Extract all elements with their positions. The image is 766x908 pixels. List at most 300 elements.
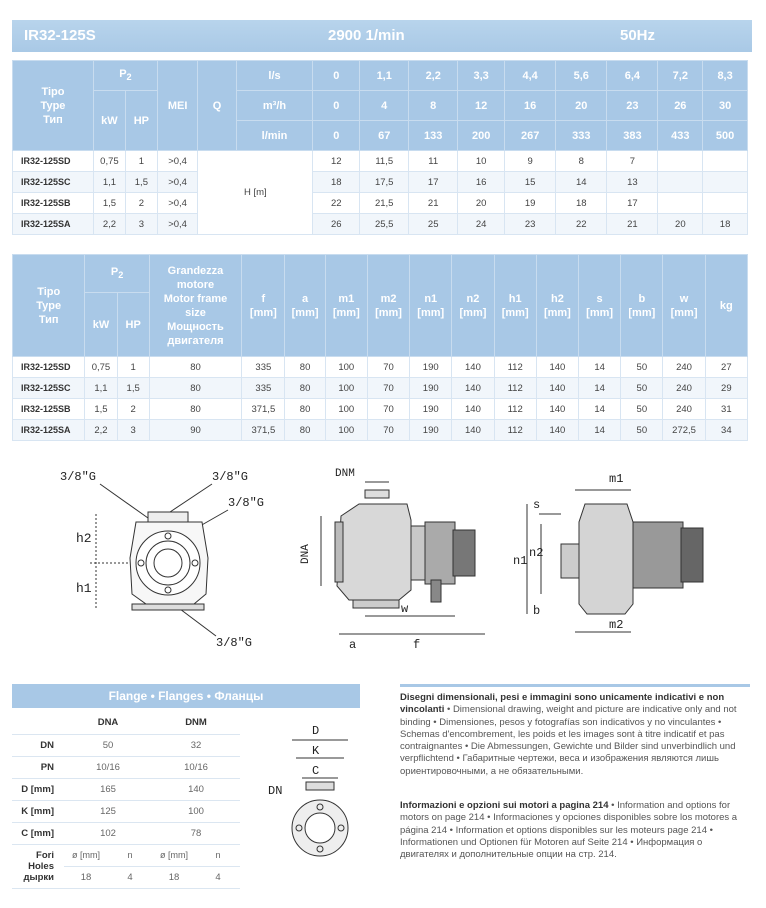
flow-cell: 267 (505, 121, 556, 151)
holes-label-line: дырки (23, 871, 54, 883)
flange-drawing (262, 716, 380, 866)
dna-cell: 165 (64, 778, 152, 800)
dim-cell: 335 (242, 378, 285, 399)
dim-cell: 272,5 (663, 420, 705, 441)
motor-info-text: • Information and options for motors on page 214 • Informaciones y opciones disponibles sobre los motores a página 214 • Information et options disponibles sur les moteurs page 214 • Informationen und Optionen für Motoren auf Seite 214 • Информация о двигателях и дополнительные опции на стр. 214. (400, 800, 738, 861)
row-label: D [mm] (12, 778, 64, 800)
dim-cell: 80 (285, 378, 325, 399)
flow-cell: 0 (313, 61, 360, 91)
type-label-ru: Тип (38, 313, 59, 326)
holes-label-line: Holes (28, 860, 54, 872)
front-view-drawing (40, 458, 270, 658)
front-label-g2: 3/8"G (212, 470, 249, 484)
type-label-en: Type (40, 99, 66, 112)
head-cell: 9 (505, 151, 556, 172)
head-cell: 13 (607, 172, 658, 193)
row-label: K [mm] (12, 800, 64, 822)
motor-side-body (633, 522, 683, 588)
flow-cell: 12 (458, 91, 505, 121)
dim-cell: 70 (367, 378, 409, 399)
head-cell (703, 172, 748, 193)
table-row (12, 844, 240, 866)
flow-unit-header: m³/h (236, 91, 313, 121)
hp-cell: 1,5 (125, 172, 157, 193)
dnm-cell: 140 (152, 778, 240, 800)
flange-bore-circle (305, 813, 335, 843)
head-cell: 20 (658, 214, 703, 235)
model-cell: IR32-125SC (13, 378, 85, 399)
dim-cell: 14 (579, 420, 621, 441)
flow-cell: 200 (458, 121, 505, 151)
dim-cell: 140 (536, 357, 578, 378)
dim-name: n1 (424, 292, 438, 305)
front-label-g3: 3/8"G (228, 496, 265, 510)
dim-cell: 112 (494, 357, 536, 378)
dim-unit: [mm] (628, 306, 656, 319)
holes-dnm-dia: 18 (152, 866, 196, 888)
row-label: C [mm] (12, 822, 64, 844)
head-cell: 11 (409, 151, 458, 172)
dim-cell: 190 (410, 399, 452, 420)
dim-name: b (638, 292, 646, 305)
kg-cell: 34 (705, 420, 747, 441)
dim-cell: 240 (663, 357, 705, 378)
head-label: H [m] (198, 151, 313, 235)
dim-cell: 140 (452, 357, 494, 378)
foot-label-n1: n1 (513, 554, 528, 568)
frame-header (149, 255, 242, 357)
col-dna-header: DNA (64, 712, 152, 734)
flow-cell: 8,3 (703, 61, 748, 91)
flow-cell: 333 (556, 121, 607, 151)
flow-unit-header: l/s (236, 61, 313, 91)
p2-label: P (119, 68, 127, 81)
kw-cell: 1,5 (85, 399, 117, 420)
kw-cell: 1,1 (93, 172, 125, 193)
frame-label-line: Мощность (167, 320, 224, 333)
dim-header (494, 255, 536, 357)
dim-cell: 140 (536, 378, 578, 399)
mei-cell: >0,4 (157, 193, 197, 214)
head-cell (703, 151, 748, 172)
frame-cell: 80 (149, 357, 242, 378)
motor-info-bold: Informazioni e opzioni sui motori a pagina 214 (400, 800, 609, 811)
kw-cell: 2,2 (85, 420, 117, 441)
dim-unit: [mm] (543, 306, 571, 319)
dim-cell: 70 (367, 357, 409, 378)
hp-cell: 3 (117, 420, 149, 441)
holes-n-header: n (196, 844, 240, 866)
head-cell: 24 (458, 214, 505, 235)
flow-cell: 0 (313, 121, 360, 151)
dim-name: m1 (338, 292, 355, 305)
flow-cell: 6,4 (607, 61, 658, 91)
foot-label-m2: m2 (609, 618, 624, 632)
model-cell: IR32-125SC (13, 172, 94, 193)
p2-header (85, 255, 149, 293)
type-header (13, 255, 85, 357)
table-row (12, 778, 240, 800)
flange-table (12, 712, 240, 889)
bearing-bracket (411, 526, 425, 580)
disclaimer-note (400, 692, 750, 778)
holes-label (12, 844, 64, 888)
foot-label-b: b (533, 604, 541, 618)
side-label-dna: DNA (300, 544, 312, 564)
discharge-flange (365, 490, 389, 498)
dim-header (452, 255, 494, 357)
table-row (13, 378, 748, 399)
head-cell: 15 (505, 172, 556, 193)
motor-body (453, 530, 475, 576)
row-label: DN (12, 734, 64, 756)
hp-cell: 2 (125, 193, 157, 214)
side-label-dnm: DNM (335, 468, 355, 480)
dim-cell: 100 (325, 420, 367, 441)
row-label: PN (12, 756, 64, 778)
table-row (13, 151, 748, 172)
shaft-coupling (561, 544, 579, 578)
kg-cell: 31 (705, 399, 747, 420)
flange-empty-header (12, 712, 64, 734)
mei-cell: >0,4 (157, 172, 197, 193)
flow-cell: 4,4 (505, 61, 556, 91)
dim-name: n2 (466, 292, 480, 305)
dnm-cell: 78 (152, 822, 240, 844)
dim-header (325, 255, 367, 357)
dim-unit: [mm] (670, 306, 698, 319)
flow-cell: 0 (313, 91, 360, 121)
kw-cell: 1,5 (93, 193, 125, 214)
dim-header (536, 255, 578, 357)
dim-cell: 335 (242, 357, 285, 378)
flange-label-c: C (312, 764, 320, 778)
holes-label-line: Fori (36, 849, 54, 861)
kw-header: kW (85, 293, 117, 357)
flow-cell: 5,6 (556, 61, 607, 91)
dim-unit: [mm] (501, 306, 529, 319)
dnm-cell: 100 (152, 800, 240, 822)
motor-fan-cover (425, 522, 455, 584)
type-header (13, 61, 94, 151)
dim-unit: [mm] (586, 306, 614, 319)
kg-header: kg (705, 255, 747, 357)
head-cell: 25 (409, 214, 458, 235)
motor-info-note (400, 800, 750, 861)
dim-cell: 50 (621, 420, 663, 441)
foot-view-drawing (505, 462, 720, 652)
dim-name: h2 (550, 292, 564, 305)
dim-cell: 190 (410, 420, 452, 441)
frame-cell: 90 (149, 420, 242, 441)
type-label-it: Tipo (41, 85, 65, 98)
dim-cell: 112 (494, 378, 536, 399)
head-cell: 8 (556, 151, 607, 172)
frame-label-line: motore (176, 278, 215, 291)
disclaimer-bold: Disegni dimensionali, pesi e immagini sono unicamente indicativi e non vincolanti (400, 692, 725, 716)
dim-cell: 190 (410, 378, 452, 399)
head-cell (658, 193, 703, 214)
dim-cell: 14 (579, 399, 621, 420)
head-cell: 18 (703, 214, 748, 235)
notes-divider (400, 684, 750, 687)
head-cell: 14 (556, 172, 607, 193)
dim-header (367, 255, 409, 357)
hp-cell: 1 (125, 151, 157, 172)
performance-table (12, 60, 748, 235)
mei-header: MEI (157, 61, 197, 151)
pump-foot (132, 604, 204, 610)
side-label-f: f (413, 638, 421, 652)
front-label-h2: h2 (76, 531, 92, 546)
frame-cell: 80 (149, 399, 242, 420)
dim-cell: 140 (452, 420, 494, 441)
flow-cell: 8 (409, 91, 458, 121)
kw-cell: 0,75 (85, 357, 117, 378)
dim-unit: [mm] (459, 306, 487, 319)
type-label-en: Type (36, 299, 62, 312)
leader-line (100, 484, 148, 518)
mei-cell: >0,4 (157, 214, 197, 235)
holes-dia-header: ø [mm] (64, 844, 108, 866)
dim-cell: 112 (494, 399, 536, 420)
dnm-cell: 10/16 (152, 756, 240, 778)
side-label-w: w (401, 602, 409, 616)
head-cell (703, 193, 748, 214)
model-cell: IR32-125SD (13, 151, 94, 172)
side-view-drawing (295, 462, 495, 652)
model-cell: IR32-125SB (13, 193, 94, 214)
head-cell: 26 (313, 214, 360, 235)
flow-cell: 133 (409, 121, 458, 151)
front-label-g1: 3/8"G (60, 470, 97, 484)
head-cell: 17 (607, 193, 658, 214)
dim-name: m2 (380, 292, 397, 305)
frame-label-line: двигателя (167, 334, 224, 347)
table-row (13, 193, 748, 214)
dim-cell: 14 (579, 357, 621, 378)
frame-label-line: Grandezza (167, 264, 224, 277)
side-label-a: a (349, 638, 357, 652)
holes-n-header: n (108, 844, 152, 866)
hp-cell: 1,5 (117, 378, 149, 399)
table-row (12, 734, 240, 756)
head-cell: 21,5 (360, 193, 409, 214)
dnm-cell: 32 (152, 734, 240, 756)
frame-cell: 80 (149, 378, 242, 399)
table-row (13, 399, 748, 420)
flange-table-title: Flange • Flanges • Фланцы (12, 684, 360, 708)
dim-cell: 50 (621, 357, 663, 378)
head-cell: 23 (505, 214, 556, 235)
dim-name: h1 (508, 292, 522, 305)
dim-unit: [mm] (249, 306, 277, 319)
front-label-h1: h1 (76, 581, 92, 596)
dim-header (242, 255, 285, 357)
hp-cell: 3 (125, 214, 157, 235)
head-cell: 21 (607, 214, 658, 235)
table-row (13, 214, 748, 235)
flow-cell: 3,3 (458, 61, 505, 91)
dim-header (663, 255, 705, 357)
table-row (12, 712, 240, 734)
head-cell: 22 (313, 193, 360, 214)
holes-dna-dia: 18 (64, 866, 108, 888)
head-cell: 20 (458, 193, 505, 214)
dim-cell: 240 (663, 378, 705, 399)
flow-cell: 433 (658, 121, 703, 151)
flow-cell: 383 (607, 121, 658, 151)
head-cell: 18 (313, 172, 360, 193)
table-row (13, 172, 748, 193)
p2-header (93, 61, 157, 91)
dim-unit: [mm] (375, 306, 402, 319)
dim-cell: 70 (367, 399, 409, 420)
dim-name: w (679, 292, 689, 305)
speed-title: 2900 1/min (328, 27, 405, 44)
head-cell (658, 172, 703, 193)
hp-cell: 1 (117, 357, 149, 378)
dim-name: a (302, 292, 309, 305)
motor-support (431, 580, 441, 602)
table-row (12, 822, 240, 844)
dna-cell: 50 (64, 734, 152, 756)
leader-line (170, 484, 212, 512)
dim-unit: [mm] (417, 306, 445, 319)
dim-cell: 190 (410, 357, 452, 378)
dim-unit: [mm] (332, 306, 360, 319)
dim-header (579, 255, 621, 357)
dim-cell: 140 (536, 420, 578, 441)
pump-body (337, 504, 411, 600)
head-cell: 25,5 (360, 214, 409, 235)
type-label-it: Tipo (37, 285, 61, 298)
frequency-title: 50Hz (620, 27, 656, 44)
head-cell: 11,5 (360, 151, 409, 172)
flow-cell: 500 (703, 121, 748, 151)
head-cell: 12 (313, 151, 360, 172)
dim-cell: 80 (285, 399, 325, 420)
head-cell: 18 (556, 193, 607, 214)
foot-label-m1: m1 (609, 472, 624, 486)
dim-cell: 140 (536, 399, 578, 420)
model-cell: IR32-125SA (13, 214, 94, 235)
dna-cell: 102 (64, 822, 152, 844)
dim-name: s (596, 292, 603, 305)
holes-dia-header: ø [mm] (152, 844, 196, 866)
frame-label-line: size (185, 306, 206, 319)
dim-cell: 371,5 (242, 399, 285, 420)
dim-cell: 371,5 (242, 420, 285, 441)
p2-sub: 2 (118, 270, 124, 281)
model-cell: IR32-125SA (13, 420, 85, 441)
title-bar (12, 20, 752, 52)
dim-cell: 240 (663, 399, 705, 420)
mei-cell: >0,4 (157, 151, 197, 172)
head-cell: 21 (409, 193, 458, 214)
col-dnm-header: DNM (152, 712, 240, 734)
dim-header (621, 255, 663, 357)
disclaimer-text: • Dimensional drawing, weight and picture are indicative only and not binding • Dimensiones, pesos y fotografías son indicativos y no vinculantes • Schemas d'encombrement, les poids et les images sont à titre indicatif et pas contraignantes • Die Abmessungen, Gewichte und Bilder sind unverbindlich und verpflichtend • Габаритные чертежи, веса и изображения являются лишь ориентировочными, а не обязательными. (400, 704, 737, 777)
kg-cell: 29 (705, 378, 747, 399)
q-header: Q (198, 61, 236, 151)
flow-cell: 67 (360, 121, 409, 151)
kw-cell: 2,2 (93, 214, 125, 235)
flow-cell: 23 (607, 91, 658, 121)
type-label-ru: Тип (43, 113, 63, 126)
flange-neck (306, 782, 334, 790)
head-cell (658, 151, 703, 172)
hp-cell: 2 (117, 399, 149, 420)
dim-cell: 50 (621, 399, 663, 420)
p2-sub: 2 (126, 72, 132, 83)
table-row (12, 756, 240, 778)
dim-cell: 140 (452, 399, 494, 420)
dim-cell: 14 (579, 378, 621, 399)
dim-unit: [mm] (291, 306, 319, 319)
flange-label-k: K (312, 744, 320, 758)
suction-flange-side (335, 522, 343, 582)
table-row (13, 420, 748, 441)
dna-cell: 10/16 (64, 756, 152, 778)
head-cell: 16 (458, 172, 505, 193)
flow-cell: 7,2 (658, 61, 703, 91)
dim-cell: 80 (285, 357, 325, 378)
flow-unit-header: l/min (236, 121, 313, 151)
flange-label-dn: DN (268, 784, 283, 798)
flow-cell: 26 (658, 91, 703, 121)
dim-name: f (261, 292, 266, 305)
front-label-g4: 3/8"G (216, 636, 253, 650)
head-cell: 22 (556, 214, 607, 235)
hp-header: HP (125, 91, 157, 151)
dim-header (285, 255, 325, 357)
flow-cell: 30 (703, 91, 748, 121)
frame-label-line: Motor frame (163, 292, 228, 305)
flow-cell: 4 (360, 91, 409, 121)
base-foot (353, 600, 399, 608)
motor-end-cap (681, 528, 703, 582)
dim-cell: 80 (285, 420, 325, 441)
flow-cell: 1,1 (360, 61, 409, 91)
flow-cell: 16 (505, 91, 556, 121)
table-row (12, 800, 240, 822)
dim-cell: 100 (325, 357, 367, 378)
flange-label-d: D (312, 724, 320, 738)
hp-header: HP (117, 293, 149, 357)
model-cell: IR32-125SD (13, 357, 85, 378)
kw-cell: 1,1 (85, 378, 117, 399)
bearing-housing (579, 504, 633, 614)
dim-cell: 140 (452, 378, 494, 399)
dimensions-table (12, 254, 748, 441)
outlet-flange (148, 512, 188, 522)
dim-cell: 70 (367, 420, 409, 441)
flow-cell: 20 (556, 91, 607, 121)
kw-cell: 0,75 (93, 151, 125, 172)
dim-cell: 112 (494, 420, 536, 441)
holes-dnm-n: 4 (196, 866, 240, 888)
model-cell: IR32-125SB (13, 399, 85, 420)
dim-header (410, 255, 452, 357)
foot-label-n2: n2 (529, 546, 544, 560)
head-cell: 17 (409, 172, 458, 193)
head-cell: 19 (505, 193, 556, 214)
head-cell: 10 (458, 151, 505, 172)
head-cell: 17,5 (360, 172, 409, 193)
dim-cell: 50 (621, 378, 663, 399)
kg-cell: 27 (705, 357, 747, 378)
